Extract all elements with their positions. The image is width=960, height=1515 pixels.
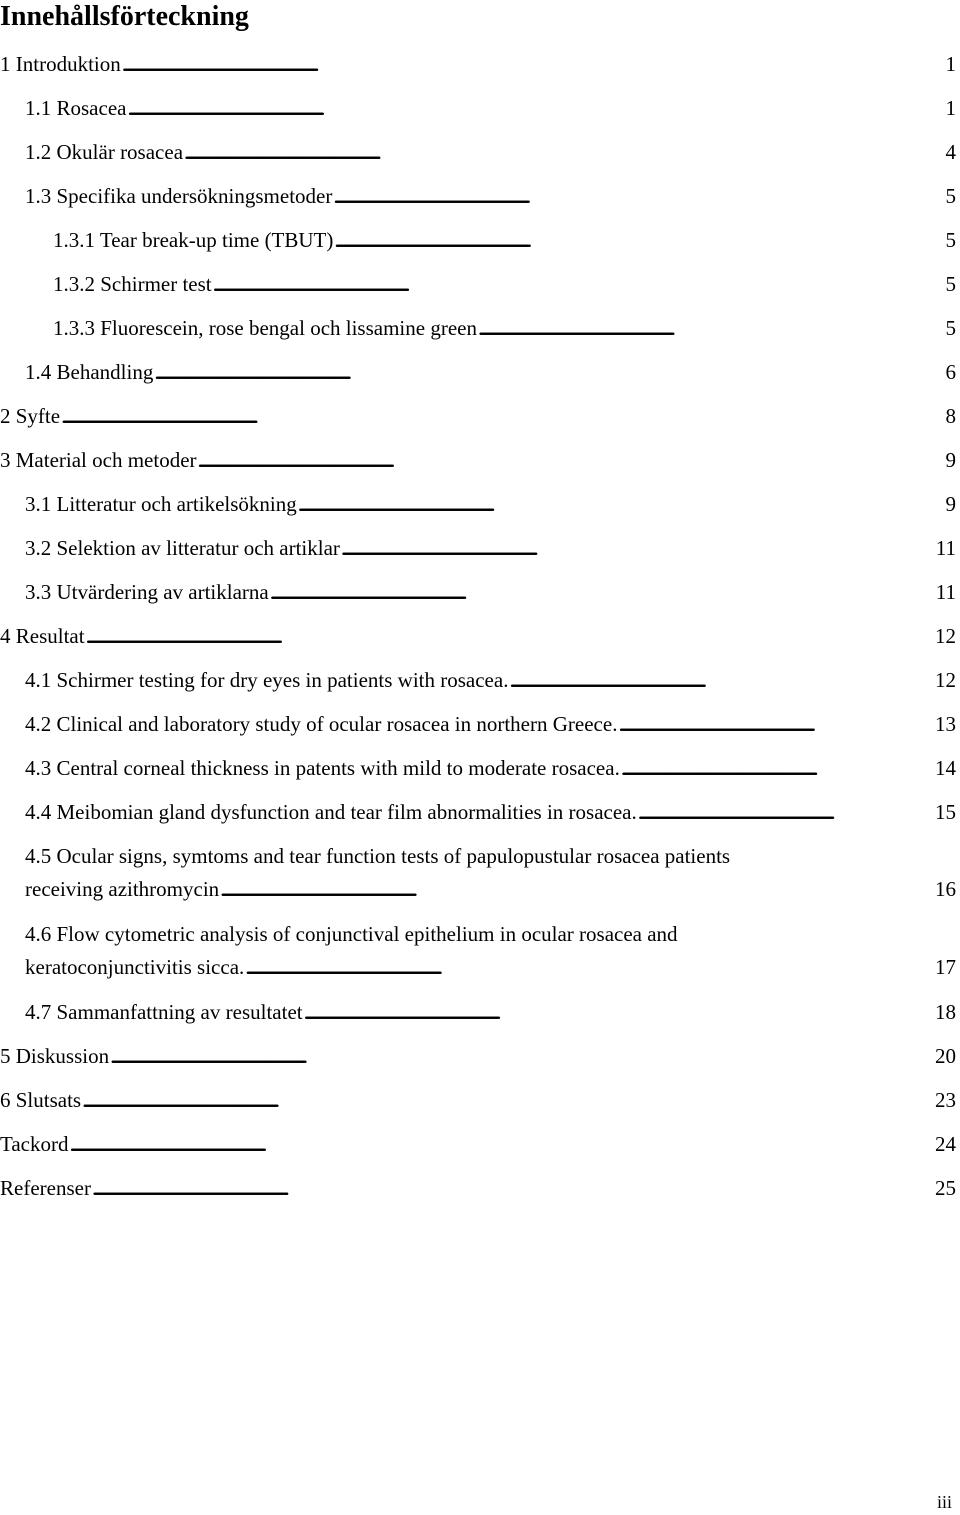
toc-entry-page: 24 (935, 1132, 956, 1156)
toc-entry-litteratur-och-artikelsokning[interactable] (25, 491, 956, 517)
toc-entry-label: 4.1 Schirmer testing for dry eyes in patients with rosacea. (25, 668, 509, 692)
toc-entry-sammanfattning[interactable] (25, 999, 956, 1025)
toc-entry-label: 4 Resultat (0, 624, 85, 648)
toc-entry-label: 3.1 Litteratur och artikelsökning (25, 492, 297, 516)
toc-entry-label: 1.3.3 Fluorescein, rose bengal och lissamine green (53, 316, 477, 340)
dot-leader (70, 1131, 935, 1157)
toc-entry-page: 5 (945, 272, 956, 296)
toc-entry-page: 6 (945, 360, 956, 384)
toc-entry-tbut[interactable] (53, 227, 956, 253)
page-title: Innehållsförteckning (0, 1, 249, 32)
toc-entry-page: 1 (945, 96, 956, 120)
toc-entry-meibomian-gland[interactable] (25, 799, 956, 825)
toc-entry-page: 5 (945, 316, 956, 340)
toc-entry-slutsats[interactable] (0, 1087, 956, 1113)
dot-leader (220, 876, 934, 902)
dot-leader (127, 95, 944, 121)
toc-entry-page: 18 (935, 1000, 956, 1024)
toc-entry-diskussion[interactable] (0, 1043, 956, 1069)
toc-entry-label-line1: 4.6 Flow cytometric analysis of conjunctival epithelium in ocular rosacea and (25, 922, 678, 946)
toc-entry-page: 16 (935, 877, 956, 901)
toc-entry-behandling[interactable] (25, 359, 956, 385)
toc-entry-page: 11 (935, 536, 956, 560)
dot-leader (110, 1043, 934, 1069)
toc-entry-label: Referenser (0, 1176, 91, 1200)
dot-leader (82, 1087, 934, 1113)
toc-entry-specifika-undersokningsmetoder[interactable] (25, 183, 956, 209)
toc-entry-page: 12 (935, 668, 956, 692)
dot-leader (298, 491, 945, 517)
toc-entry-label: receiving azithromycin (25, 877, 220, 901)
toc-entry-material-och-metoder[interactable] (0, 447, 956, 473)
toc-entry-label: 3 Material och metoder (0, 448, 197, 472)
toc-entry-page: 25 (935, 1176, 956, 1200)
toc-entry-page: 11 (935, 580, 956, 604)
toc-entry-resultat[interactable] (0, 623, 956, 649)
dot-leader (478, 315, 945, 341)
dot-leader (270, 579, 935, 605)
toc-entry-page: 5 (945, 228, 956, 252)
dot-leader (213, 271, 945, 297)
dot-leader (621, 755, 934, 781)
toc-entry-page: 9 (945, 492, 956, 516)
dot-leader (122, 51, 945, 77)
dot-leader (334, 227, 944, 253)
toc-entry-label: 4.4 Meibomian gland dysfunction and tear film abnormalities in rosacea. (25, 800, 637, 824)
toc-entry-label: 2 Syfte (0, 404, 61, 428)
dot-leader (618, 711, 934, 737)
toc-entry-label: 1.4 Behandling (25, 360, 154, 384)
toc-entry-tackord[interactable] (0, 1131, 956, 1157)
toc-entry-clinical-laboratory-study[interactable] (25, 711, 956, 737)
toc-entry-page: 15 (935, 800, 956, 824)
toc-entry-label: 1.3 Specifika undersökningsmetoder (25, 184, 333, 208)
dot-leader (245, 954, 934, 980)
dot-leader (86, 623, 934, 649)
toc-entry-page: 23 (935, 1088, 956, 1112)
toc-entry-fluorescein[interactable] (53, 315, 956, 341)
toc-entry-label: 1.3.1 Tear break-up time (TBUT) (53, 228, 334, 252)
dot-leader (304, 999, 934, 1025)
toc-entry-page: 4 (945, 140, 956, 164)
toc-entry-page: 5 (945, 184, 956, 208)
dot-leader (184, 139, 944, 165)
toc-entry-schirmer-testing[interactable] (25, 667, 956, 693)
toc-entry-label: 6 Slutsats (0, 1088, 82, 1112)
toc-entry-page: 14 (935, 756, 956, 780)
toc-entry-rosacea[interactable] (25, 95, 956, 121)
toc-entry-label: 1 Introduktion (0, 52, 121, 76)
toc-entry-label-line1: 4.5 Ocular signs, symtoms and tear function tests of papulopustular rosacea patients (25, 844, 731, 868)
footer-page-number: iii (937, 1492, 953, 1512)
toc-entry-page: 17 (935, 955, 956, 979)
toc-entry-label: 1.1 Rosacea (25, 96, 127, 120)
toc-entry-page: 1 (945, 52, 956, 76)
toc-entry-label: 1.2 Okulär rosacea (25, 140, 184, 164)
toc-entry-schirmer-test[interactable] (53, 271, 956, 297)
toc-entry-label: 4.7 Sammanfattning av resultatet (25, 1000, 303, 1024)
toc-entry-page: 9 (945, 448, 956, 472)
toc-entry-label: keratoconjunctivitis sicca. (25, 955, 245, 979)
toc-entry-selektion[interactable] (25, 535, 956, 561)
toc-entry-page: 13 (935, 712, 956, 736)
toc-entry-label: 5 Diskussion (0, 1044, 110, 1068)
dot-leader (638, 799, 934, 825)
toc-entry-introduktion[interactable] (0, 51, 956, 77)
toc-entry-page: 20 (935, 1044, 956, 1068)
toc-entry-okular-rosacea[interactable] (25, 139, 956, 165)
dot-leader (154, 359, 944, 385)
dot-leader (509, 667, 934, 693)
toc-entry-central-corneal-thickness[interactable] (25, 755, 956, 781)
dot-leader (61, 403, 944, 429)
toc-entry-referenser[interactable] (0, 1175, 956, 1201)
toc-entry-label: 4.3 Central corneal thickness in patents with mild to moderate rosacea. (25, 756, 620, 780)
toc-entry-flow-cytometric[interactable] (25, 921, 956, 980)
toc-entry-page: 12 (935, 624, 956, 648)
dot-leader (92, 1175, 934, 1201)
toc-entry-label: 4.2 Clinical and laboratory study of ocular rosacea in northern Greece. (25, 712, 618, 736)
dot-leader (198, 447, 945, 473)
toc-entry-label: 3.2 Selektion av litteratur och artiklar (25, 536, 340, 560)
toc-entry-label: Tackord (0, 1132, 69, 1156)
toc-entry-utvardering[interactable] (25, 579, 956, 605)
dot-leader (341, 535, 935, 561)
toc-entry-ocular-signs[interactable] (25, 843, 956, 902)
toc-entry-syfte[interactable] (0, 403, 956, 429)
dot-leader (333, 183, 944, 209)
toc-entry-label: 3.3 Utvärdering av artiklarna (25, 580, 269, 604)
toc-entry-label: 1.3.2 Schirmer test (53, 272, 212, 296)
toc-entry-page: 8 (945, 404, 956, 428)
